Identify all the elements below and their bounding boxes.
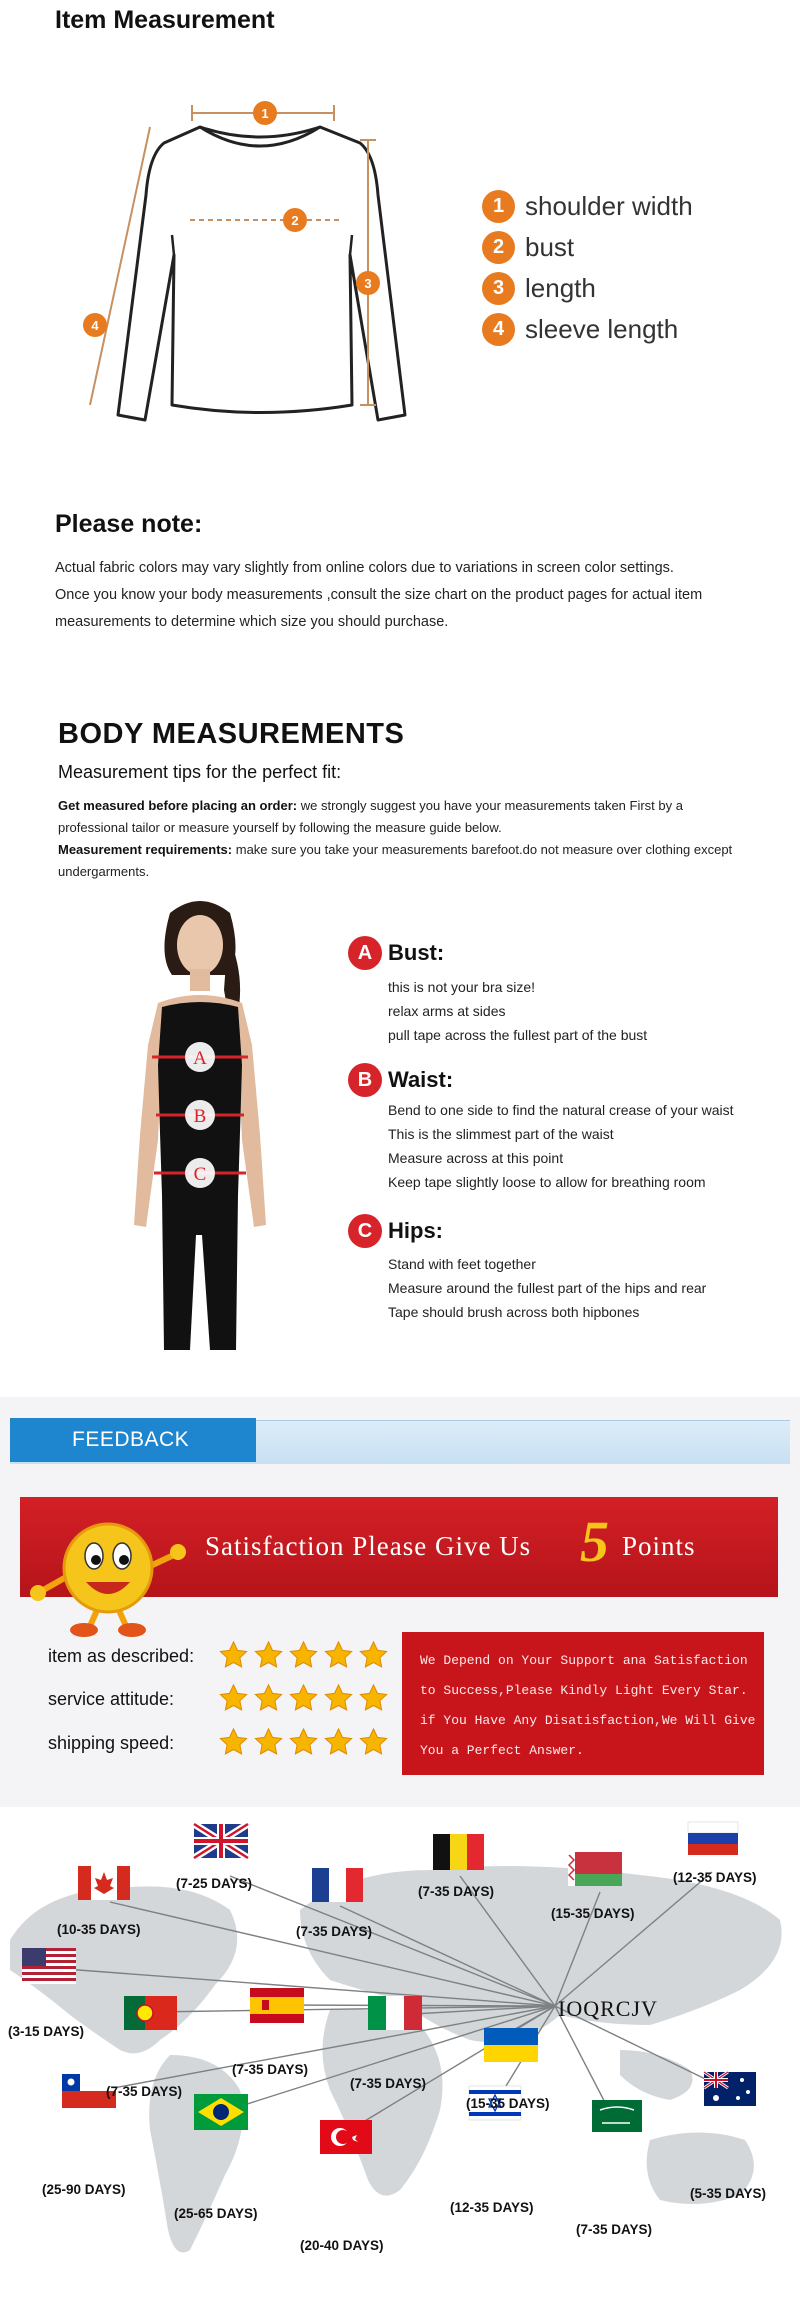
waist-instructions	[388, 1098, 734, 1194]
spain-flag	[250, 1988, 304, 2023]
instruction-line: relax arms at sides	[388, 1003, 506, 1019]
portugal-flag	[124, 1996, 177, 2030]
hips-title: Hips:	[388, 1218, 443, 1243]
instruction-line: Measure across at this point	[388, 1150, 564, 1166]
instruction-line: Tape should brush across both hipbones	[388, 1304, 640, 1320]
shipping-days-uk: (7-25 DAYS)	[176, 1876, 253, 1891]
star-icon[interactable]	[358, 1727, 389, 1757]
shipping-days-canada: (10-35 DAYS)	[57, 1922, 141, 1937]
rating-stars-shipping-speed[interactable]	[218, 1727, 389, 1757]
shipping-days-russia: (12-35 DAYS)	[673, 1870, 757, 1885]
waist-badge: B	[348, 1063, 382, 1097]
satisfaction-text: Satisfaction Please Give Us	[205, 1531, 532, 1561]
legend-item	[482, 272, 596, 305]
star-icon[interactable]	[358, 1640, 389, 1670]
garment-diagram	[60, 85, 460, 430]
shipping-days-ukraine: (15-35 DAYS)	[466, 2096, 550, 2111]
legend-item	[482, 190, 693, 223]
legend-number: 3	[482, 272, 515, 305]
star-icon[interactable]	[253, 1640, 284, 1670]
legend-number: 1	[482, 190, 515, 223]
shipping-days-portugal: (7-35 DAYS)	[106, 2084, 183, 2099]
belarus-flag	[568, 1852, 622, 1886]
shipping-days-saudi-arabia: (7-35 DAYS)	[576, 2222, 653, 2237]
belgium-flag	[433, 1834, 484, 1870]
waist-heading	[348, 1063, 453, 1097]
bust-badge: A	[348, 936, 382, 970]
shipping-days-chile: (25-90 DAYS)	[42, 2182, 126, 2197]
hips-heading	[348, 1214, 443, 1248]
shipping-days-belgium: (7-35 DAYS)	[418, 1884, 495, 1899]
shipping-days-australia: (5-35 DAYS)	[690, 2186, 767, 2201]
waist-title: Waist:	[388, 1067, 454, 1092]
star-icon[interactable]	[218, 1640, 249, 1670]
star-icon[interactable]	[323, 1640, 354, 1670]
five-points-number: 5	[580, 1509, 609, 1574]
request-line: We Depend on Your Support ana Satisfaction	[420, 1653, 748, 1668]
note-title: Please note:	[55, 510, 203, 538]
request-line: if You Have Any Disatisfaction,We Will Give	[420, 1713, 756, 1728]
turkey-flag	[320, 2120, 372, 2154]
legend-item	[482, 231, 574, 264]
uk-flag	[194, 1824, 248, 1858]
shipping-days-israel: (12-35 DAYS)	[450, 2200, 534, 2215]
shipping-days-spain: (7-35 DAYS)	[232, 2062, 309, 2077]
star-icon[interactable]	[253, 1683, 284, 1713]
tip-text: we strongly suggest you have your measurements taken First by a professional tailor or measure yourself by following the measure guide below.	[58, 798, 683, 835]
star-icon[interactable]	[288, 1727, 319, 1757]
svg-text:4: 4	[91, 318, 99, 333]
rating-label: service attitude:	[48, 1689, 175, 1709]
star-icon[interactable]	[358, 1683, 389, 1713]
legend-label: length	[525, 273, 596, 303]
instruction-line: This is the slimmest part of the waist	[388, 1126, 614, 1142]
bust-instructions	[388, 975, 647, 1047]
australia-flag	[704, 2072, 756, 2106]
body-measurements-title: BODY MEASUREMENTS	[58, 718, 405, 750]
canada-flag	[78, 1866, 130, 1900]
svg-text:2: 2	[291, 213, 299, 228]
saudi-arabia-flag	[592, 2100, 642, 2132]
legend-label: bust	[525, 232, 575, 262]
france-flag	[312, 1868, 363, 1902]
marker-b: B	[193, 1106, 207, 1127]
marker-a: A	[193, 1048, 207, 1069]
feedback-request-text	[420, 1646, 760, 1766]
rating-stars-service-attitude[interactable]	[218, 1683, 389, 1713]
brand-name: IOQRCJV	[558, 1996, 658, 2021]
shipping-days-usa: (3-15 DAYS)	[8, 2024, 85, 2039]
svg-text:3: 3	[364, 276, 372, 291]
points-text: Points	[622, 1531, 696, 1561]
svg-text:1: 1	[261, 106, 269, 121]
feedback-tab: FEEDBACK	[10, 1418, 256, 1462]
hips-badge: C	[348, 1214, 382, 1248]
legend-number: 2	[482, 231, 515, 264]
body-measurements-subtitle: Measurement tips for the perfect fit:	[58, 762, 342, 782]
star-icon[interactable]	[218, 1683, 249, 1713]
request-line: to Success,Please Kindly Light Every Star.	[420, 1683, 748, 1698]
shipping-days-france: (7-35 DAYS)	[296, 1924, 373, 1939]
brazil-flag	[194, 2094, 248, 2130]
tip-text: make sure you take your measurements barefoot.do not measure over clothing except undergarments.	[58, 842, 733, 879]
rating-label: item as described:	[48, 1646, 195, 1666]
legend-label: shoulder width	[525, 191, 693, 221]
marker-c: C	[193, 1164, 207, 1185]
instruction-line: Stand with feet together	[388, 1256, 536, 1272]
note-line: Once you know your body measurements ,consult the size chart on the product pages for actual item measurements to determine which size you should purchase.	[55, 587, 703, 630]
rating-stars-item-as-described[interactable]	[218, 1640, 389, 1670]
instruction-line: Keep tape slightly loose to allow for breathing room	[388, 1174, 706, 1190]
tip-label: Measurement requirements:	[58, 842, 233, 857]
measurement-tips	[58, 795, 738, 883]
russia-flag	[688, 1822, 738, 1855]
measurement-title: Item Measurement	[55, 6, 275, 34]
bust-title: Bust:	[388, 940, 445, 965]
tip-label: Get measured before placing an order:	[58, 798, 298, 813]
instruction-line: Bend to one side to find the natural crease of your waist	[388, 1102, 734, 1118]
usa-flag	[22, 1948, 76, 1984]
star-icon[interactable]	[323, 1683, 354, 1713]
legend-number: 4	[482, 313, 515, 346]
shipping-days-turkey: (20-40 DAYS)	[300, 2238, 384, 2253]
note-text	[55, 555, 745, 636]
shipping-days-brazil: (25-65 DAYS)	[174, 2206, 258, 2221]
instruction-line: this is not your bra size!	[388, 979, 536, 995]
note-line: Actual fabric colors may vary slightly from online colors due to variations in screen color settings.	[55, 560, 674, 576]
instruction-line: Measure around the fullest part of the hips and rear	[388, 1280, 707, 1296]
star-icon[interactable]	[253, 1727, 284, 1757]
star-icon[interactable]	[323, 1727, 354, 1757]
ukraine-flag	[484, 2028, 538, 2062]
star-icon[interactable]	[288, 1640, 319, 1670]
request-line: You a Perfect Answer.	[420, 1743, 584, 1758]
star-icon[interactable]	[218, 1727, 249, 1757]
italy-flag	[368, 1996, 422, 2030]
bust-heading	[348, 936, 444, 970]
hips-instructions	[388, 1252, 706, 1324]
model-figure	[100, 895, 300, 1350]
shipping-days-italy: (7-35 DAYS)	[350, 2076, 427, 2091]
rating-label: shipping speed:	[48, 1733, 175, 1753]
star-icon[interactable]	[288, 1683, 319, 1713]
legend-label: sleeve length	[525, 314, 679, 344]
instruction-line: pull tape across the fullest part of the bust	[388, 1027, 648, 1043]
legend-item	[482, 313, 678, 346]
shipping-days-belarus: (15-35 DAYS)	[551, 1906, 635, 1921]
smiley-mascot-icon	[28, 1498, 188, 1638]
